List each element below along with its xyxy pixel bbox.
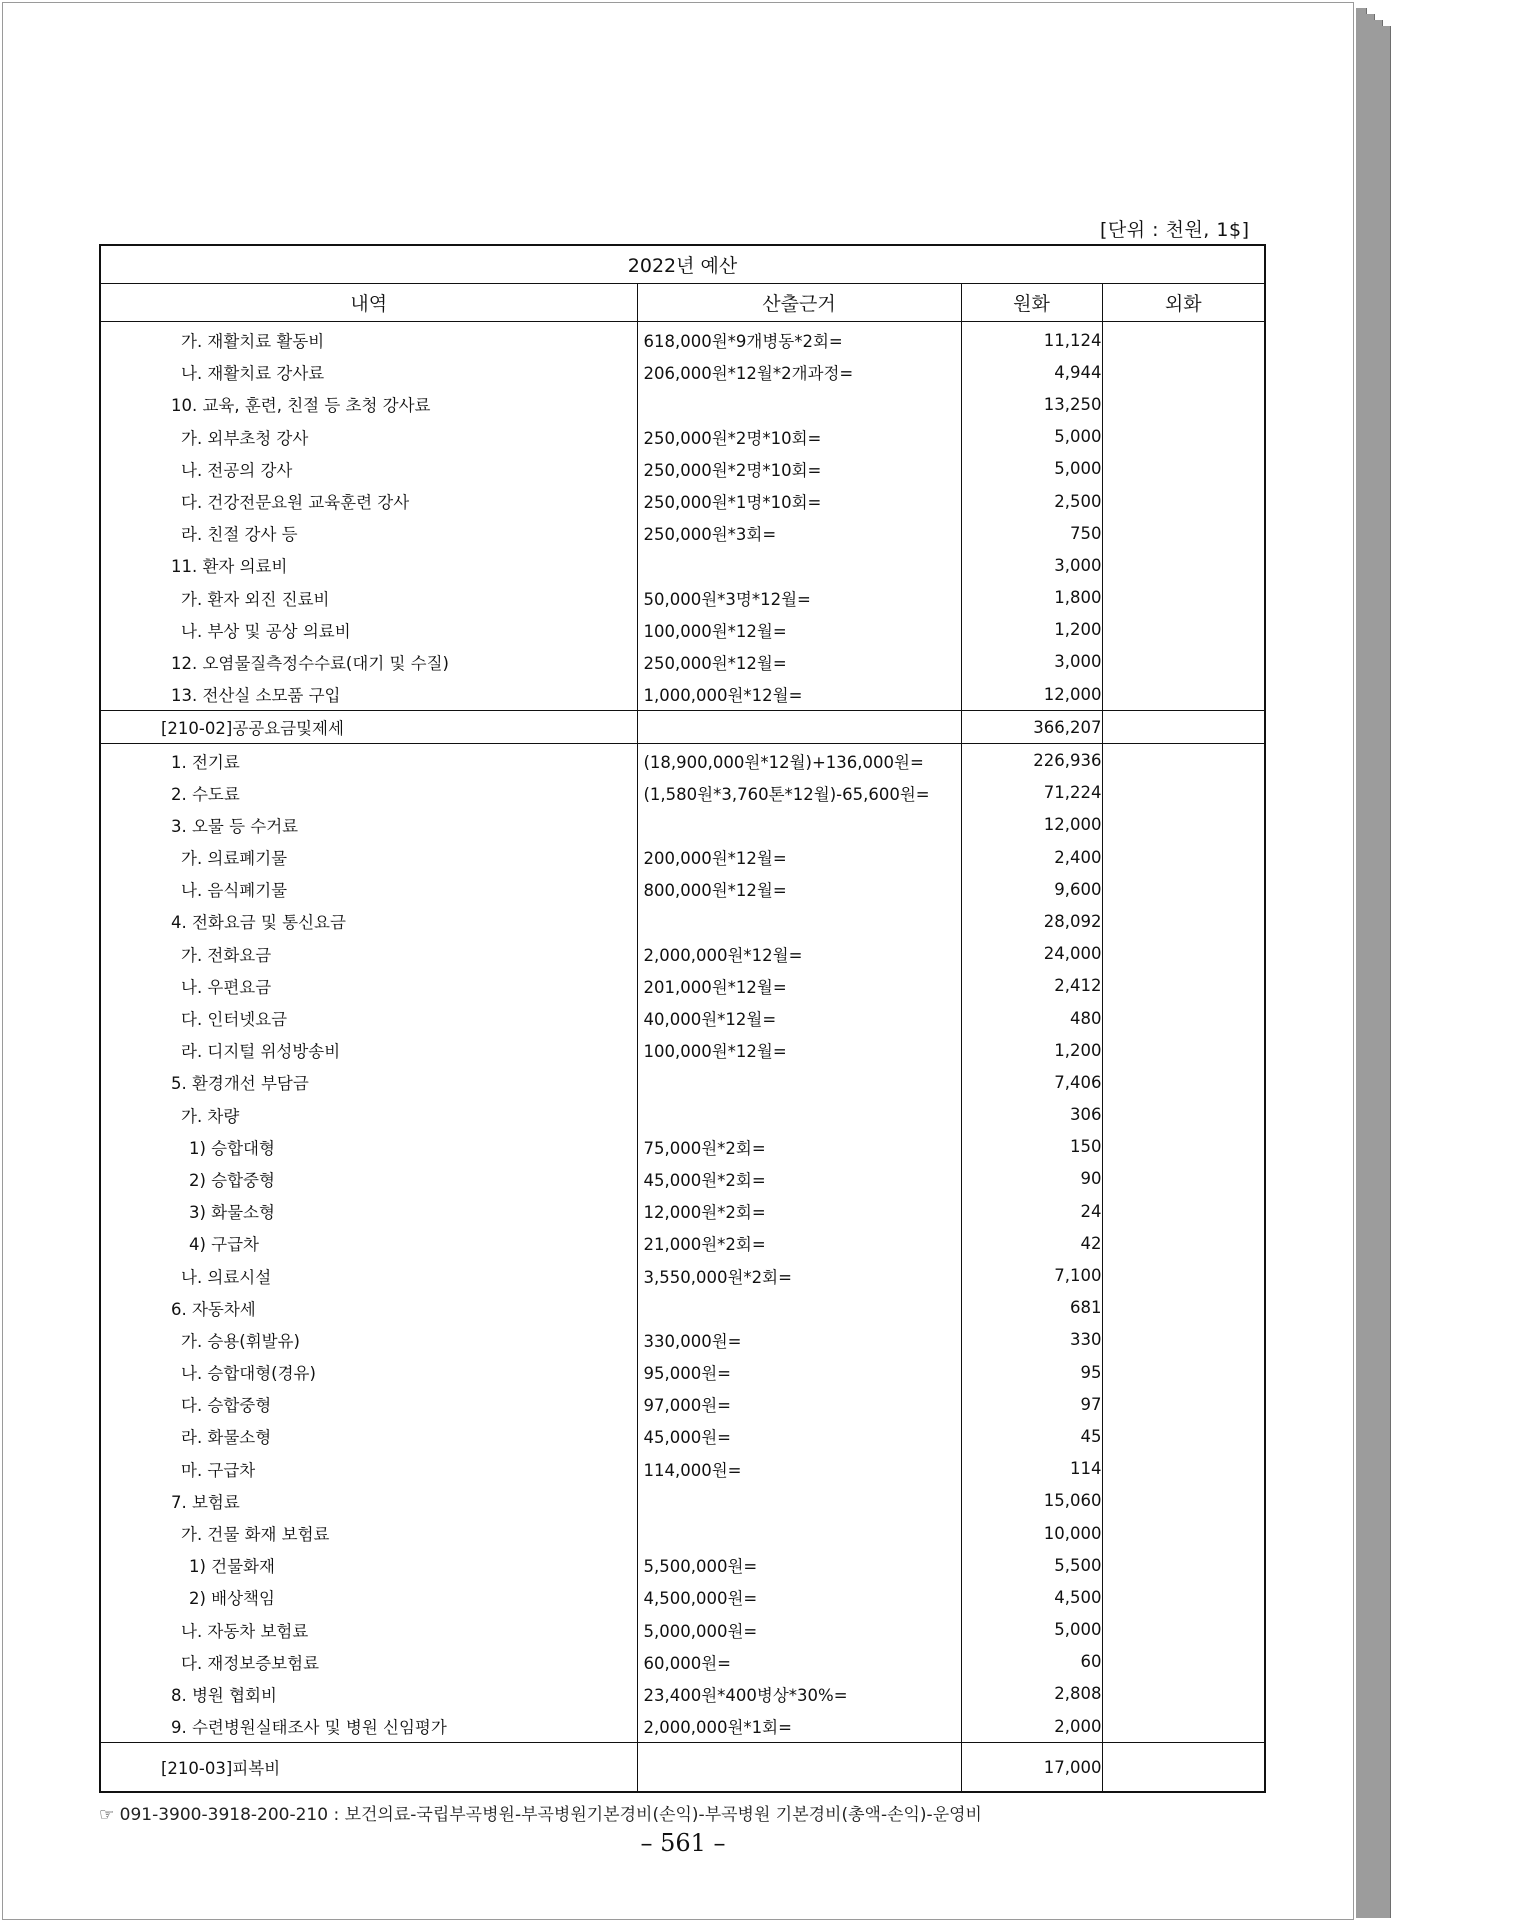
row-foreign-amount	[1102, 678, 1265, 711]
row-won-amount: 480	[961, 1002, 1102, 1034]
row-basis: 97,000원=	[637, 1388, 961, 1420]
row-won-amount: 13,250	[961, 388, 1102, 420]
row-basis	[637, 1099, 961, 1131]
row-basis: 60,000원=	[637, 1646, 961, 1678]
table-row	[100, 1388, 1265, 1420]
row-basis	[637, 905, 961, 937]
row-description: 5. 환경개선 부담금	[100, 1066, 637, 1098]
header-won: 원화	[961, 284, 1102, 322]
row-won-amount: 24	[961, 1195, 1102, 1227]
row-basis	[637, 1743, 961, 1793]
row-won-amount: 1,200	[961, 614, 1102, 646]
table-row	[100, 453, 1265, 485]
row-description: 1) 건물화재	[100, 1549, 637, 1581]
row-description: 나. 전공의 강사	[100, 453, 637, 485]
row-won-amount: 24,000	[961, 938, 1102, 970]
table-row	[100, 744, 1265, 777]
table-row	[100, 485, 1265, 517]
row-description: 가. 재활치료 활동비	[100, 322, 637, 357]
table-row	[100, 1131, 1265, 1163]
row-basis: 250,000원*1명*10회=	[637, 485, 961, 517]
row-foreign-amount	[1102, 1131, 1265, 1163]
row-foreign-amount	[1102, 1614, 1265, 1646]
row-basis	[637, 809, 961, 841]
row-basis: 2,000,000원*12월=	[637, 938, 961, 970]
unit-label: [단위 : 천원, 1$]	[1100, 219, 1250, 241]
row-won-amount: 114	[961, 1453, 1102, 1485]
row-won-amount: 150	[961, 1131, 1102, 1163]
row-won-amount: 1,800	[961, 582, 1102, 614]
row-basis: 23,400원*400병상*30%=	[637, 1678, 961, 1710]
row-description: 나. 부상 및 공상 의료비	[100, 614, 637, 646]
table-row	[100, 356, 1265, 388]
row-won-amount: 95	[961, 1356, 1102, 1388]
row-won-amount: 681	[961, 1292, 1102, 1324]
table-row	[100, 1485, 1265, 1517]
document-page	[2, 2, 1354, 1920]
row-foreign-amount	[1102, 1066, 1265, 1098]
row-won-amount: 45	[961, 1420, 1102, 1452]
row-won-amount: 4,500	[961, 1581, 1102, 1613]
table-row	[100, 1420, 1265, 1452]
row-foreign-amount	[1102, 1485, 1265, 1517]
row-description: 4) 구급차	[100, 1227, 637, 1259]
table-row	[100, 1646, 1265, 1678]
row-foreign-amount	[1102, 388, 1265, 420]
table-row	[100, 873, 1265, 905]
page-stack-edge	[1356, 8, 1396, 1918]
row-basis: 250,000원*2명*10회=	[637, 453, 961, 485]
row-won-amount: 60	[961, 1646, 1102, 1678]
row-foreign-amount	[1102, 777, 1265, 809]
row-basis: 50,000원*3명*12월=	[637, 582, 961, 614]
row-won-amount: 42	[961, 1227, 1102, 1259]
row-foreign-amount	[1102, 421, 1265, 453]
row-foreign-amount	[1102, 1163, 1265, 1195]
row-foreign-amount	[1102, 453, 1265, 485]
row-won-amount: 11,124	[961, 322, 1102, 357]
row-foreign-amount	[1102, 1420, 1265, 1452]
row-foreign-amount	[1102, 1099, 1265, 1131]
table-row	[100, 938, 1265, 970]
row-description: 마. 구급차	[100, 1453, 637, 1485]
row-description: 라. 친절 강사 등	[100, 517, 637, 549]
row-description: 라. 디지털 위성방송비	[100, 1034, 637, 1066]
row-basis	[637, 711, 961, 744]
row-description: 라. 화물소형	[100, 1420, 637, 1452]
row-foreign-amount	[1102, 873, 1265, 905]
row-foreign-amount	[1102, 1195, 1265, 1227]
table-row	[100, 1678, 1265, 1710]
row-description: 나. 우편요금	[100, 970, 637, 1002]
row-won-amount: 7,100	[961, 1259, 1102, 1291]
table-row	[100, 711, 1265, 744]
row-description: [210-03]피복비	[100, 1743, 637, 1793]
row-description: 13. 전산실 소모품 구입	[100, 678, 637, 711]
row-basis	[637, 1066, 961, 1098]
table-row	[100, 678, 1265, 711]
table-row	[100, 905, 1265, 937]
table-body	[100, 322, 1265, 1793]
row-basis: 250,000원*3회=	[637, 517, 961, 549]
table-row	[100, 1034, 1265, 1066]
table-row	[100, 517, 1265, 549]
row-description: 나. 자동차 보험료	[100, 1614, 637, 1646]
row-won-amount: 2,412	[961, 970, 1102, 1002]
row-description: 가. 의료폐기물	[100, 841, 637, 873]
row-foreign-amount	[1102, 970, 1265, 1002]
row-description: 3. 오물 등 수거료	[100, 809, 637, 841]
row-foreign-amount	[1102, 1292, 1265, 1324]
row-basis: 40,000원*12월=	[637, 1002, 961, 1034]
row-foreign-amount	[1102, 1324, 1265, 1356]
row-foreign-amount	[1102, 485, 1265, 517]
table-row	[100, 1163, 1265, 1195]
row-description: 다. 건강전문요원 교육훈련 강사	[100, 485, 637, 517]
row-basis: 206,000원*12월*2개과정=	[637, 356, 961, 388]
row-description: 가. 건물 화재 보험료	[100, 1517, 637, 1549]
row-basis: 330,000원=	[637, 1324, 961, 1356]
table-row	[100, 1356, 1265, 1388]
row-won-amount: 28,092	[961, 905, 1102, 937]
row-description: 가. 차량	[100, 1099, 637, 1131]
table-header-row	[100, 284, 1265, 322]
row-won-amount: 12,000	[961, 809, 1102, 841]
row-foreign-amount	[1102, 711, 1265, 744]
row-description: 가. 전화요금	[100, 938, 637, 970]
row-description: 나. 재활치료 강사료	[100, 356, 637, 388]
row-basis: 2,000,000원*1회=	[637, 1710, 961, 1743]
row-basis	[637, 1485, 961, 1517]
row-won-amount: 5,000	[961, 421, 1102, 453]
table-row	[100, 1453, 1265, 1485]
row-basis: 3,550,000원*2회=	[637, 1259, 961, 1291]
budget-table	[99, 244, 1266, 1793]
row-description: 나. 의료시설	[100, 1259, 637, 1291]
row-won-amount: 97	[961, 1388, 1102, 1420]
row-won-amount: 750	[961, 517, 1102, 549]
row-foreign-amount	[1102, 1646, 1265, 1678]
page-number: – 561 –	[640, 1829, 726, 1857]
row-description: [210-02]공공요금및제세	[100, 711, 637, 744]
row-description: 8. 병원 협회비	[100, 1678, 637, 1710]
row-foreign-amount	[1102, 356, 1265, 388]
row-description: 9. 수련병원실태조사 및 병원 신임평가	[100, 1710, 637, 1743]
row-won-amount: 330	[961, 1324, 1102, 1356]
table-row	[100, 1002, 1265, 1034]
row-description: 3) 화물소형	[100, 1195, 637, 1227]
row-basis: (1,580원*3,760톤*12월)-65,600원=	[637, 777, 961, 809]
table-row	[100, 1614, 1265, 1646]
row-won-amount: 90	[961, 1163, 1102, 1195]
table-row	[100, 1195, 1265, 1227]
row-basis: 250,000원*2명*10회=	[637, 421, 961, 453]
table-row	[100, 1324, 1265, 1356]
header-description: 내역	[100, 284, 637, 322]
row-won-amount: 10,000	[961, 1517, 1102, 1549]
row-description: 다. 인터넷요금	[100, 1002, 637, 1034]
row-foreign-amount	[1102, 841, 1265, 873]
row-basis: 45,000원=	[637, 1420, 961, 1452]
row-won-amount: 7,406	[961, 1066, 1102, 1098]
row-basis: 800,000원*12월=	[637, 873, 961, 905]
row-description: 6. 자동차세	[100, 1292, 637, 1324]
table-row	[100, 1549, 1265, 1581]
row-basis: (18,900,000원*12월)+136,000원=	[637, 744, 961, 777]
row-foreign-amount	[1102, 549, 1265, 581]
row-won-amount: 3,000	[961, 646, 1102, 678]
row-won-amount: 2,500	[961, 485, 1102, 517]
table-row	[100, 582, 1265, 614]
table-row	[100, 1743, 1265, 1793]
header-basis: 산출근거	[637, 284, 961, 322]
row-foreign-amount	[1102, 1002, 1265, 1034]
row-description: 7. 보험료	[100, 1485, 637, 1517]
row-foreign-amount	[1102, 809, 1265, 841]
row-won-amount: 2,400	[961, 841, 1102, 873]
row-foreign-amount	[1102, 646, 1265, 678]
table-row	[100, 322, 1265, 357]
table-row	[100, 809, 1265, 841]
row-basis: 4,500,000원=	[637, 1581, 961, 1613]
row-basis: 5,500,000원=	[637, 1549, 961, 1581]
row-basis	[637, 1517, 961, 1549]
row-description: 2) 승합중형	[100, 1163, 637, 1195]
row-description: 가. 승용(휘발유)	[100, 1324, 637, 1356]
table-row	[100, 388, 1265, 420]
table-row	[100, 777, 1265, 809]
row-foreign-amount	[1102, 938, 1265, 970]
row-description: 2. 수도료	[100, 777, 637, 809]
row-basis: 250,000원*12월=	[637, 646, 961, 678]
row-foreign-amount	[1102, 905, 1265, 937]
table-row	[100, 970, 1265, 1002]
row-description: 가. 환자 외진 진료비	[100, 582, 637, 614]
row-foreign-amount	[1102, 1581, 1265, 1613]
row-basis	[637, 388, 961, 420]
row-foreign-amount	[1102, 1743, 1265, 1793]
row-foreign-amount	[1102, 744, 1265, 777]
row-won-amount: 366,207	[961, 711, 1102, 744]
row-basis: 200,000원*12월=	[637, 841, 961, 873]
row-basis: 1,000,000원*12월=	[637, 678, 961, 711]
table-title-row	[100, 245, 1265, 284]
table-row	[100, 841, 1265, 873]
row-description: 가. 외부초청 강사	[100, 421, 637, 453]
row-description: 다. 승합중형	[100, 1388, 637, 1420]
row-basis: 75,000원*2회=	[637, 1131, 961, 1163]
row-basis: 100,000원*12월=	[637, 614, 961, 646]
row-won-amount: 17,000	[961, 1743, 1102, 1793]
row-won-amount: 9,600	[961, 873, 1102, 905]
row-description: 나. 승합대형(경유)	[100, 1356, 637, 1388]
row-foreign-amount	[1102, 1710, 1265, 1743]
row-basis: 45,000원*2회=	[637, 1163, 961, 1195]
row-foreign-amount	[1102, 1356, 1265, 1388]
table-row	[100, 614, 1265, 646]
row-foreign-amount	[1102, 1549, 1265, 1581]
row-basis	[637, 1292, 961, 1324]
row-won-amount: 3,000	[961, 549, 1102, 581]
row-foreign-amount	[1102, 1259, 1265, 1291]
row-foreign-amount	[1102, 517, 1265, 549]
row-description: 12. 오염물질측정수수료(대기 및 수질)	[100, 646, 637, 678]
row-basis: 95,000원=	[637, 1356, 961, 1388]
table-row	[100, 1066, 1265, 1098]
row-won-amount: 71,224	[961, 777, 1102, 809]
row-description: 10. 교육, 훈련, 친절 등 초청 강사료	[100, 388, 637, 420]
row-won-amount: 226,936	[961, 744, 1102, 777]
row-basis: 201,000원*12월=	[637, 970, 961, 1002]
row-won-amount: 4,944	[961, 356, 1102, 388]
table-title: 2022년 예산	[100, 245, 1265, 284]
table-row	[100, 1227, 1265, 1259]
row-foreign-amount	[1102, 322, 1265, 357]
row-won-amount: 1,200	[961, 1034, 1102, 1066]
table-row	[100, 646, 1265, 678]
table-row	[100, 1292, 1265, 1324]
row-description: 4. 전화요금 및 통신요금	[100, 905, 637, 937]
table-row	[100, 1581, 1265, 1613]
row-basis: 12,000원*2회=	[637, 1195, 961, 1227]
row-basis: 618,000원*9개병동*2회=	[637, 322, 961, 357]
header-foreign: 외화	[1102, 284, 1265, 322]
row-foreign-amount	[1102, 1034, 1265, 1066]
row-basis: 5,000,000원=	[637, 1614, 961, 1646]
row-foreign-amount	[1102, 1388, 1265, 1420]
row-won-amount: 5,500	[961, 1549, 1102, 1581]
table-row	[100, 1099, 1265, 1131]
footnote: ☞ 091-3900-3918-200-210 : 보건의료-국립부곡병원-부곡병원기본경비(손익)-부곡병원 기본경비(총액-손익)-운영비	[99, 1805, 982, 1825]
row-foreign-amount	[1102, 582, 1265, 614]
row-won-amount: 306	[961, 1099, 1102, 1131]
row-won-amount: 2,808	[961, 1678, 1102, 1710]
row-description: 11. 환자 의료비	[100, 549, 637, 581]
row-won-amount: 12,000	[961, 678, 1102, 711]
row-description: 1. 전기료	[100, 744, 637, 777]
table-row	[100, 1710, 1265, 1743]
row-foreign-amount	[1102, 1453, 1265, 1485]
row-foreign-amount	[1102, 614, 1265, 646]
row-description: 나. 음식폐기물	[100, 873, 637, 905]
row-description: 1) 승합대형	[100, 1131, 637, 1163]
row-foreign-amount	[1102, 1678, 1265, 1710]
row-foreign-amount	[1102, 1227, 1265, 1259]
row-basis	[637, 549, 961, 581]
row-description: 2) 배상책임	[100, 1581, 637, 1613]
row-won-amount: 2,000	[961, 1710, 1102, 1743]
table-row	[100, 1259, 1265, 1291]
row-won-amount: 5,000	[961, 453, 1102, 485]
row-foreign-amount	[1102, 1517, 1265, 1549]
row-basis: 114,000원=	[637, 1453, 961, 1485]
row-won-amount: 15,060	[961, 1485, 1102, 1517]
row-description: 다. 재정보증보험료	[100, 1646, 637, 1678]
table-row	[100, 549, 1265, 581]
row-basis: 21,000원*2회=	[637, 1227, 961, 1259]
row-basis: 100,000원*12월=	[637, 1034, 961, 1066]
table-row	[100, 1517, 1265, 1549]
row-won-amount: 5,000	[961, 1614, 1102, 1646]
table-row	[100, 421, 1265, 453]
